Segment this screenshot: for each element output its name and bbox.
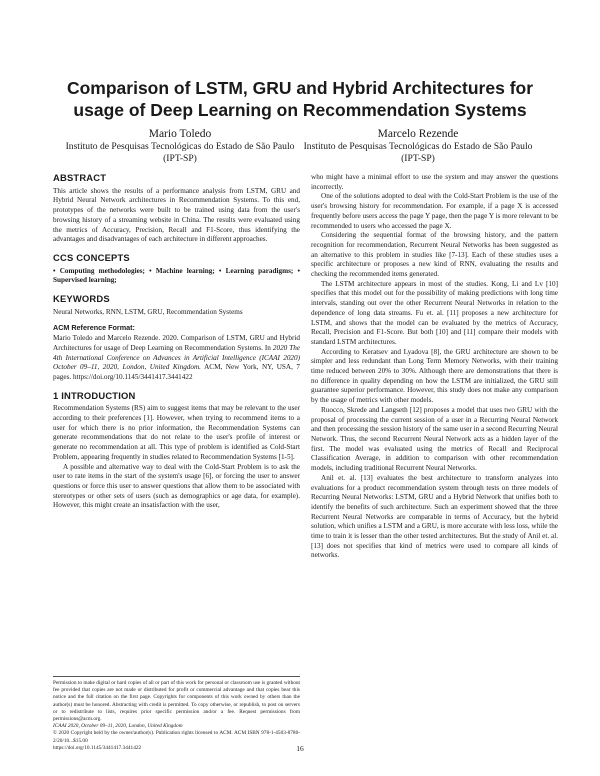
paper-title: Comparison of LSTM, GRU and Hybrid Architectures for usage of Deep Learning on Recommendation Systems <box>66 78 534 120</box>
permission-text: Permission to make digital or hard copies of all or part of this work for personal or classroom use is granted without fee provided that copies are not made or distributed for profit or commercial advantage and that copies bear this notice and the full citation on the first page. Copyrights for components of this work owned by others than the author(s) must be honored. Abstracting with credit is permitted. To copy otherwise, or republish, to post on servers or to redistribute to lists, requires prior specific permission and/or a fee. Request permissions from permissions@acm.org. <box>53 680 300 723</box>
author-affiliation: Instituto de Pesquisas Tecnológicas do Estado de São Paulo <box>303 141 533 152</box>
body-paragraph: Considering the sequential format of the browsing history, and the pattern recognition for recommendation, Recurrent Neural Networks has been suggested as an alternative to this problem in studies like [7-13]. Each of these studies uses a specific architecture or proposes a new kind of RNN, evaluating the results and checking the recommended items generated. <box>311 231 558 279</box>
acm-reference-tail: ACM, New York, NY, USA, 7 pages. https://doi.org/10.1145/3441417.3441422 <box>53 363 301 381</box>
copyright-footnote <box>53 676 300 752</box>
body-paragraph: Ruocco, Skrede and Langseth [12] proposes a model that uses two GRU with the proposal of processing the current session of a user in a Recurring Neural Network and then processing the session history of the same user in a second Recurring Neural Network. Thus, the second Recurrent Neural Network acts as a hidden layer of the first. The model was evaluated using the metrics of Recall and Reciprocal Classification Average, in addition to comparison with other recommendation models, including traditional Recurrent Neural Networks. <box>311 405 558 473</box>
ccs-item: • Learning paradigms; <box>218 266 294 275</box>
author-block-2 <box>298 127 538 165</box>
ccs-item: • Machine learning; <box>149 266 215 275</box>
left-column <box>53 173 300 511</box>
intro-paragraph-1: Recommendation Systems (RS) aim to suggest items that may be relevant to the user according to their preferences [1]. However, when trying to recommend items to a user for which there is no prior information, the Recommendation Systems can generate recommendations that do not relate to the user's profile of interest or generate no recommendation at all. This type of problem is identified as Cold-Start Problem, appearing frequently in studies related to Recommendation Systems [1-5]. <box>53 404 300 461</box>
acm-reference-venue: 2020 The 4th International Conference on Advances in Artificial Intelligence (ICAAI 2020) October 09–11, 2020, London, United Kingdom. <box>53 343 300 372</box>
page-number: 16 <box>296 744 304 753</box>
author-affiliation-short: (IPT-SP) <box>401 153 435 164</box>
author-affiliation: Instituto de Pesquisas Tecnológicas do Estado de São Paulo <box>65 141 295 152</box>
copyright-line: © 2020 Copyright held by the owner/author(s). Publication rights licensed to ACM. ACM ISBN 978-1-4503-8780-2/20/10...$15.00 <box>53 730 300 744</box>
body-paragraph: who might have a minimal effort to use the system and may answer the questions incorrectly. <box>311 173 558 191</box>
keywords-heading: KEYWORDS <box>53 293 110 305</box>
intro-paragraph-2: A possible and alternative way to deal with the Cold-Start Problem is to ask the user to rate items in the start of the system's usage [6], or forcing the user to answer questions or force this user to answer questions that allow them to be associated with stereotypes or other sets of users (such as demographics or age data, for example). However, this might create an insatisfaction with the user, <box>53 462 300 510</box>
ccs-concepts <box>53 267 300 286</box>
ccs-heading: CCS CONCEPTS <box>53 251 130 263</box>
author-block-1 <box>60 127 300 165</box>
abstract-text: This article shows the results of a performance analysis from LSTM, GRU and Hybrid Neural Network architectures in Recommendation Systems. To this end, prototypes of the networks were built to be trained using data from the user's browsing history of a streaming website in China. The results were evaluated using the metrics of Accuracy, Precision, Recall and F1-Score, thus identifying the advantages and disadvantages of each architecture in different approaches. <box>53 186 300 244</box>
body-paragraph: According to Keratsev and Lyadova [8], the GRU architecture are shown to be simpler and less redundant than Long Term Memory Networks, with their training time reduced between 20% to 30%. Although there are demonstrations that there is no difference in quality depending on how the LSTM are initialized, the GRU still guarantee superior performance. However, this study does not make any comparison by the usage of metrics with other models. <box>311 347 558 405</box>
abstract-heading: ABSTRACT <box>53 172 107 183</box>
acm-reference-text <box>53 334 300 383</box>
ccs-item: • Computing methodologies; <box>53 266 145 275</box>
author-affiliation-short: (IPT-SP) <box>163 153 197 164</box>
acm-reference-heading: ACM Reference Format: <box>53 323 135 333</box>
ccs-item: • Supervised learning; <box>53 266 301 285</box>
acm-reference-authors: Mario Toledo and Marcelo Rezende. 2020. Comparison of LSTM, GRU and Hybrid Architectures for usage of Deep Learning on Recommendation Systems. In <box>53 334 300 352</box>
body-paragraph: Anil et. al. [13] evaluates the best architecture to transform analyzes into evaluations for a product recommendation system through tests on three models of Recurring Neural Networks: LSTM, GRU and a Hybrid Network that unifies both to identify the benefits of such architecture. Such an experiment showed that the three Recurrent Neural Networks are comparable in terms of Accuracy, but the hybrid solution, which unifies a LSTM and a GRU, is more accurate with less loss, while the time to train it is lesser than the other tested architectures. But the study of Anil et. al. [13] does not specifies that kind of metrics were used to compare all kinds of networks. <box>311 473 558 560</box>
right-column <box>311 173 558 561</box>
intro-heading: 1 INTRODUCTION <box>53 389 136 401</box>
author-name: Marcelo Rezende <box>377 128 459 140</box>
conference-line: ICAAI 2020, October 09–11, 2020, London, United Kingdom <box>53 723 183 730</box>
author-name: Mario Toledo <box>148 128 212 140</box>
doi-line: https://doi.org/10.1145/3441417.3441422 <box>53 744 142 751</box>
body-paragraph: One of the solutions adopted to deal with the Cold-Start Problem is the use of the user's browsing history for recommendation. For example, if a page X is accessed frequently before users access the page Y page, then the page Y is more relevant to be recommended to users who accessed the page X. <box>311 192 558 230</box>
keywords-text: Neural Networks, RNN, LSTM, GRU, Recommendation Systems <box>53 307 243 316</box>
body-paragraph: The LSTM architecture appears in most of the studies. Kong, Li and Lv [10] specifies that this model out for the possibility of making predictions with long time intervals, standing out over the other Recurrent Neural Networks in relation to the dependence of long data streams. Fu et. al. [11] proposes a new architecture for LSTM, and shows that the model can be evaluated by the metrics of Accuracy, Recall, Precision and F1-Score. But both [10] and [11] compare their models with standard LSTM architectures. <box>311 279 558 346</box>
